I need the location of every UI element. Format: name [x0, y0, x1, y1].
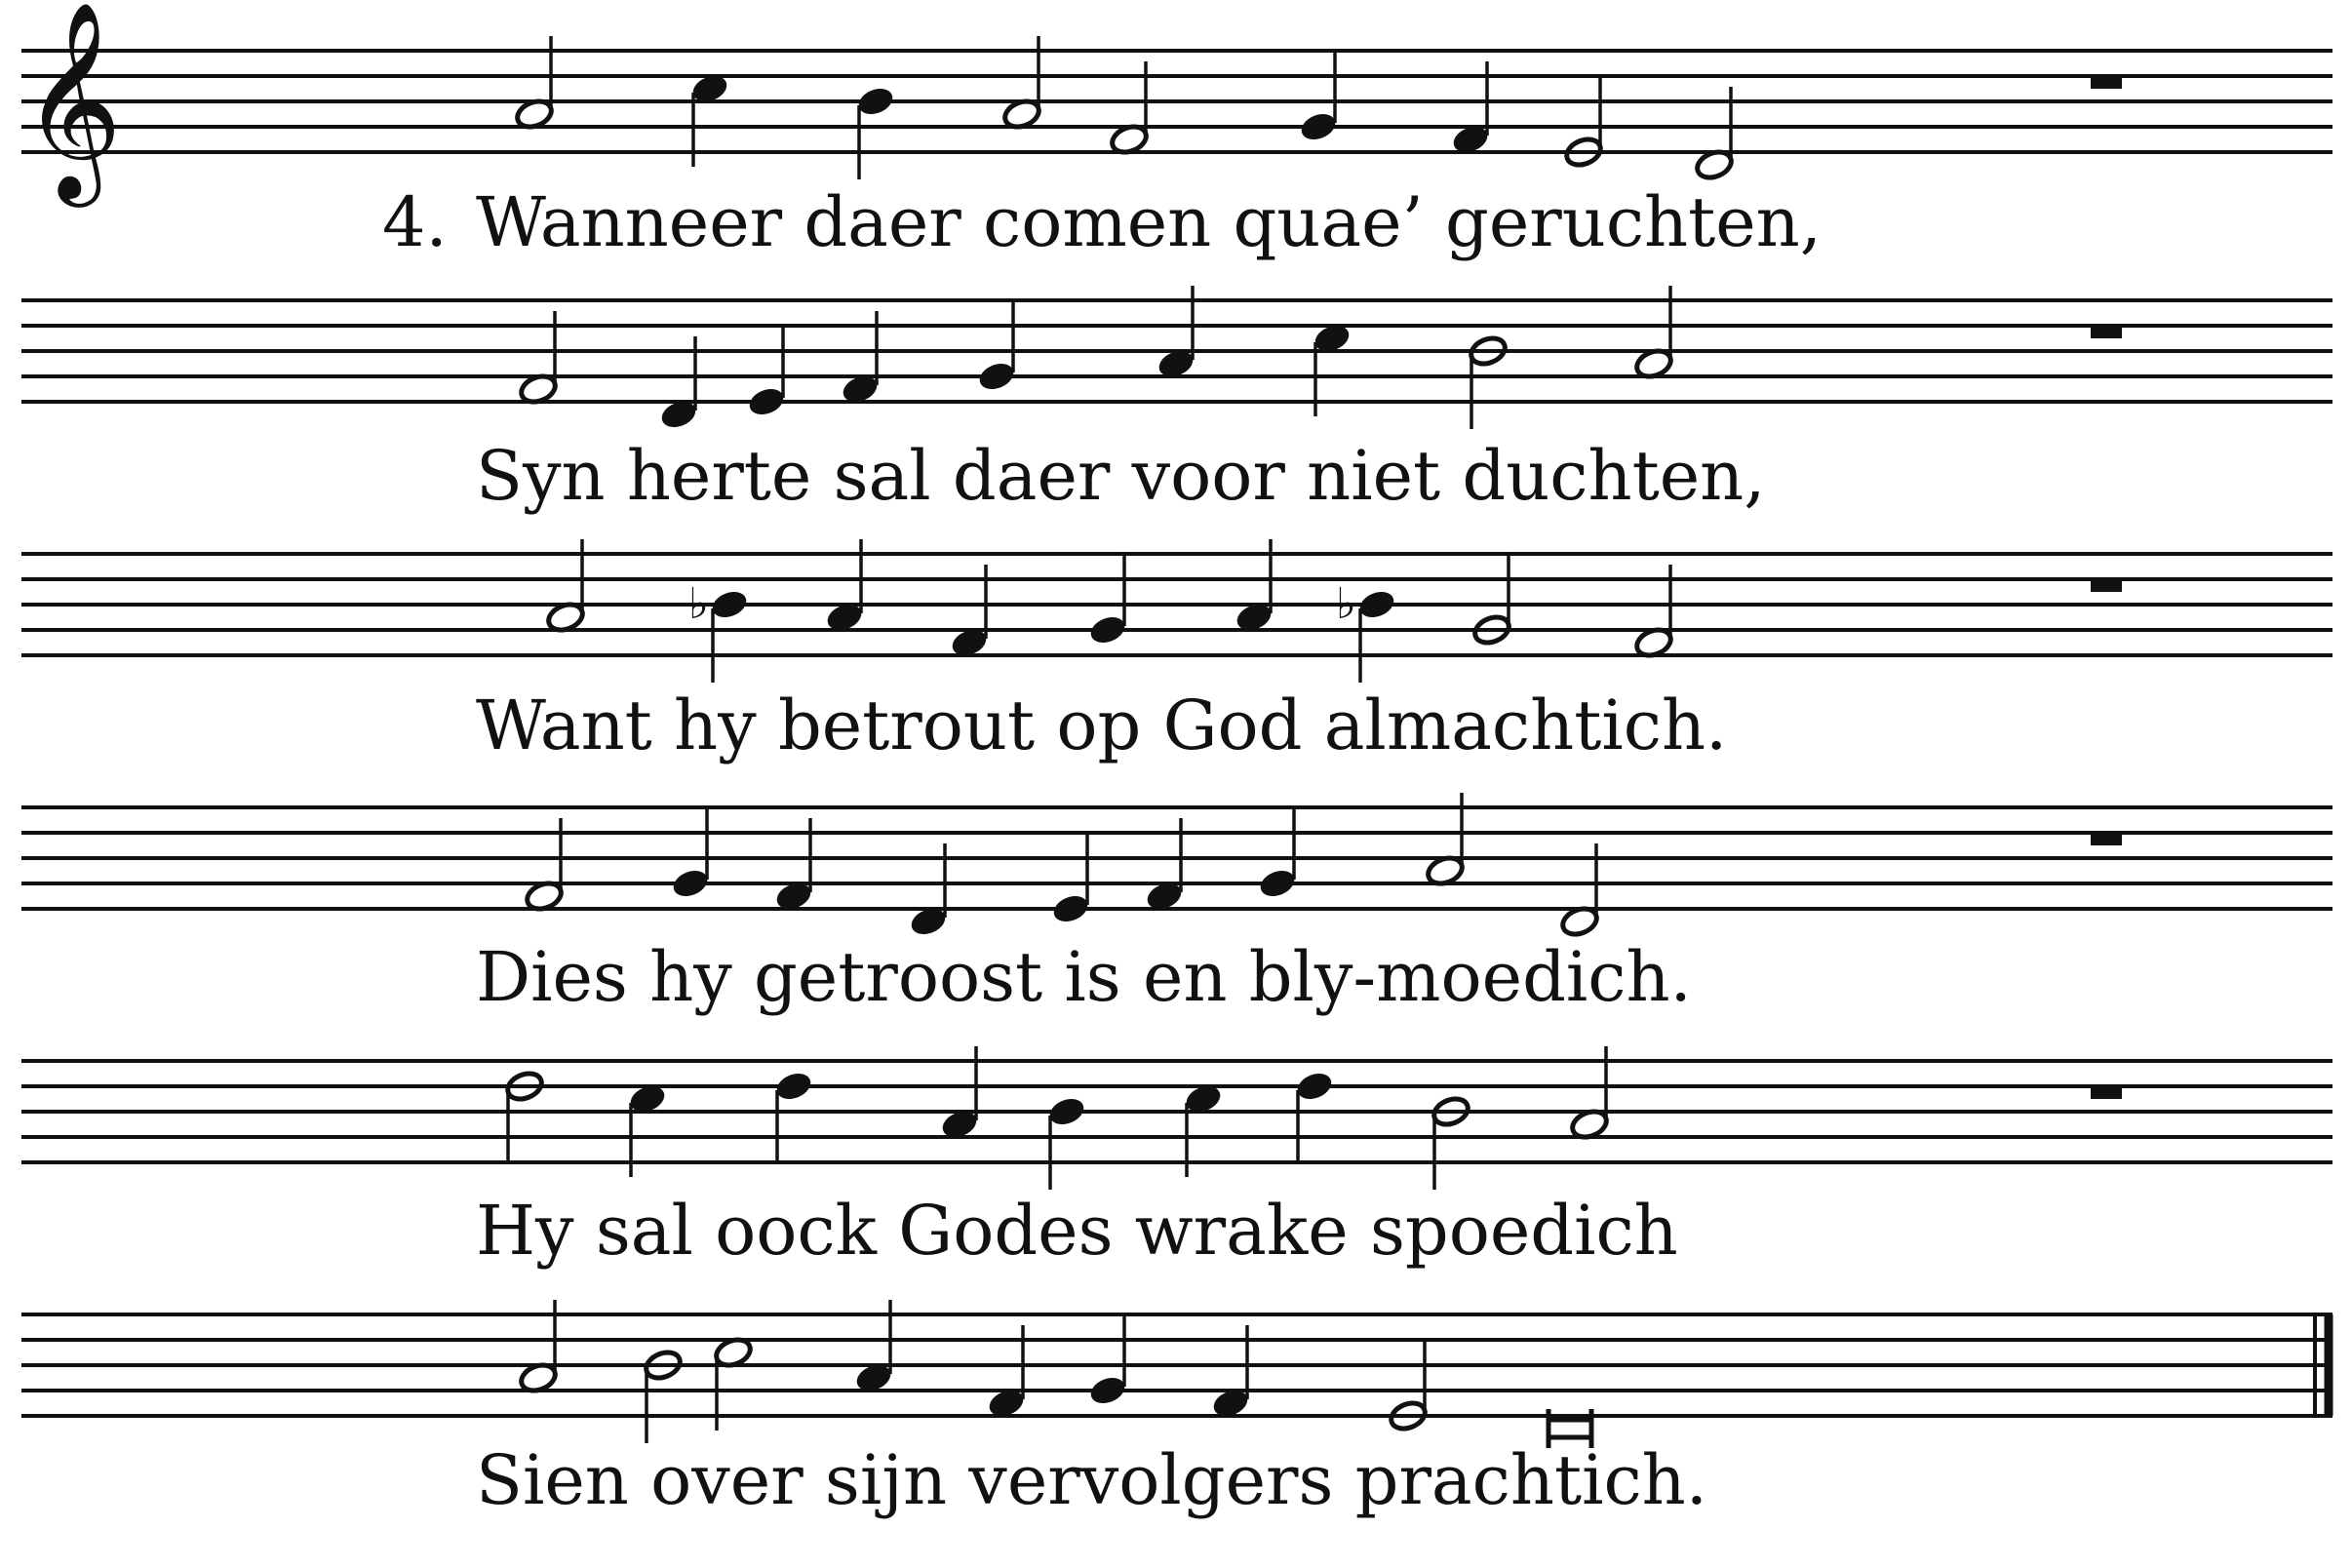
flat-accidental-icon: ♭: [1336, 579, 1356, 629]
lyric-line: Wanneer daer comen quae’ geruchten,: [476, 182, 1823, 262]
quarter-note: [670, 866, 711, 901]
quarter-note: [1087, 612, 1128, 647]
lyric-line: Dies hy getroost is en bly-moedich.: [476, 937, 1692, 1017]
half-rest-icon: [2091, 76, 2122, 89]
quarter-note: [1294, 1069, 1335, 1104]
flat-accidental-icon: ♭: [688, 579, 709, 629]
lyric-line: Hy sal oock Godes wrake spoedich: [476, 1191, 1678, 1271]
quarter-note: [1298, 109, 1339, 144]
staff-systems: [21, 36, 2332, 1520]
staff-system: [21, 36, 2332, 262]
half-rest-icon: [2091, 1086, 2122, 1099]
staff-system: [21, 539, 2332, 765]
quarter-note: [1087, 1373, 1128, 1408]
lyric-line: Syn herte sal daer voor niet duchten,: [476, 436, 1766, 516]
quarter-note: [1257, 866, 1298, 901]
lyric-line: Want hy betrout op God almachtich.: [476, 686, 1728, 765]
quarter-note: [1046, 1094, 1087, 1129]
quarter-note: [746, 384, 787, 419]
staff-system: [21, 1300, 2332, 1520]
quarter-note: [773, 1069, 814, 1104]
lyric-line: Sien over sijn vervolgers prachtich.: [476, 1440, 1708, 1520]
quarter-note: [1050, 891, 1091, 926]
half-rest-icon: [2091, 326, 2122, 338]
staff-system: [21, 286, 2332, 516]
quarter-note: [709, 587, 750, 622]
quarter-note: [855, 84, 896, 119]
quarter-note: [976, 359, 1017, 394]
staff-system: [21, 793, 2332, 1017]
half-rest-icon: [2091, 833, 2122, 845]
quarter-note: [1356, 587, 1397, 622]
half-rest-icon: [2091, 579, 2122, 592]
staff-system: [21, 1046, 2332, 1271]
verse-number: 4.: [382, 182, 448, 262]
treble-clef-icon: 𝄞: [21, 1, 123, 199]
